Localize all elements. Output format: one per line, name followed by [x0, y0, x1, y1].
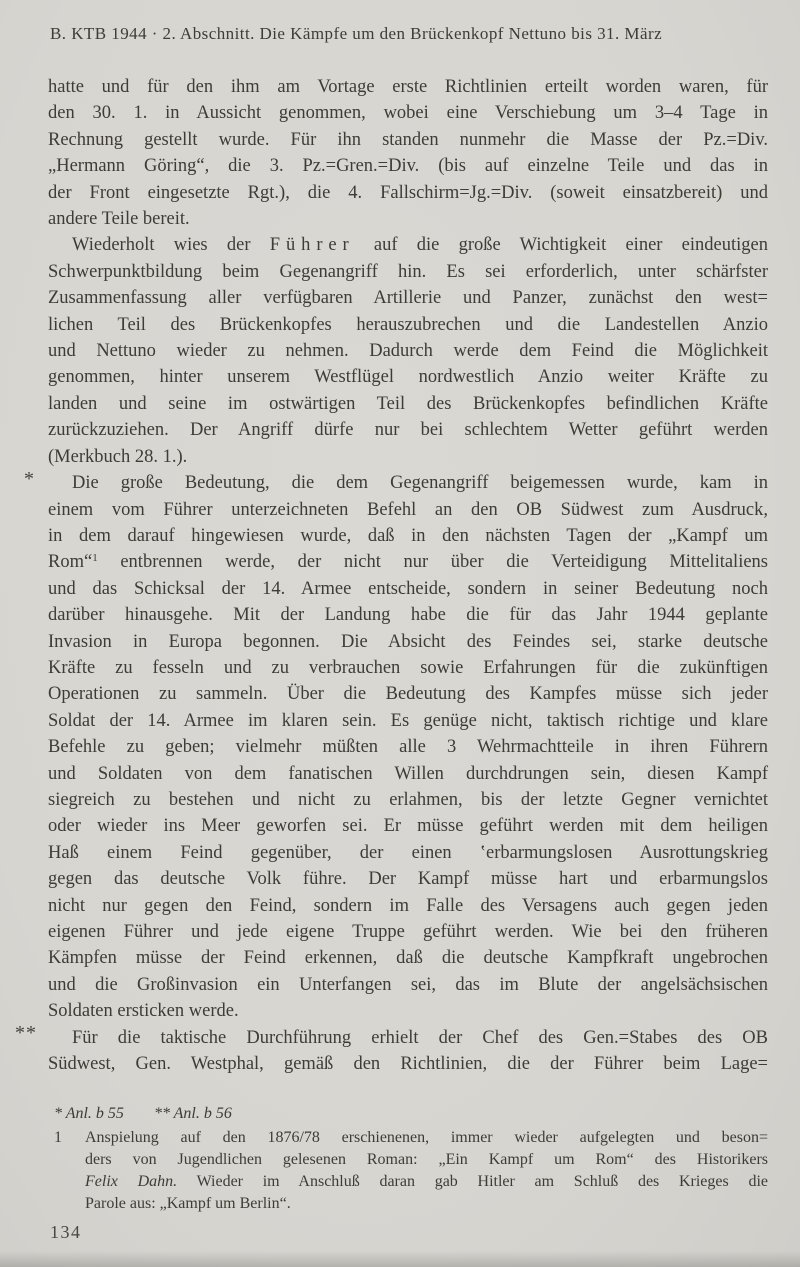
text-line: Schwerpunktbildung beim Gegenangriff hin. Es sei erforderlich, unter schärfster	[48, 261, 768, 282]
text-line: und Soldaten von dem fanatischen Willen durchdrungen sein, diesen Kampf	[48, 763, 768, 784]
text-line: Haß einem Feind gegenüber, der einen ‛erbarmungslosen Ausrottungskrieg	[48, 842, 768, 863]
text-line: darüber hinausgehe. Mit der Landung habe die für das Jahr 1944 geplante	[48, 605, 768, 626]
text-segment: entbrennen werde, der nicht nur über die Verteidigung Mittelitaliens	[120, 552, 768, 573]
footnote-signature-second: ** Anl. b 56	[153, 1105, 232, 1122]
margin-note-asterisk: *	[24, 468, 34, 490]
author-name-italic: Felix Dahn.	[85, 1173, 178, 1190]
text-line: (Merkbuch 28. 1.).	[48, 446, 188, 467]
text-line: Rechnung gestellt wurde. Für ihn standen nunmehr die Masse der Pz.=Div.	[48, 129, 768, 150]
text-line: hatte und für den ihm am Vortage erste Richtlinien erteilt worden waren, für	[48, 77, 768, 97]
text-line	[85, 1171, 768, 1193]
footnotes	[54, 1103, 768, 1215]
text-line: den 30. 1. in Aussicht genommen, wobei eine Verschiebung um 3–4 Tage in	[48, 103, 768, 124]
text-line: „Hermann Göring“, die 3. Pz.=Gren.=Div. (bis auf einzelne Teile und das in	[48, 156, 768, 177]
text-line: Die große Bedeutung, die dem Gegenangriff beigemessen wurde, kam in	[72, 473, 768, 494]
text-line: einem vom Führer unterzeichneten Befehl an den OB Südwest zum Ausdruck,	[48, 499, 768, 520]
text-line: Operationen zu sammeln. Über die Bedeutung des Kampfes müsse sich jeder	[48, 684, 768, 705]
footnote-reference: 1	[92, 552, 98, 565]
text-line: Invasion in Europa begonnen. Die Absicht des Feindes sei, starke deutsche	[48, 631, 768, 652]
text-line: Anspielung auf den 1876/78 erschienenen, immer wieder aufgelegten und beson=	[85, 1129, 768, 1146]
text-segment: auf die große Wichtigkeit einer eindeutigen	[373, 235, 768, 256]
text-line: zurückzuziehen. Der Angriff dürfe nur bei schlechtem Wetter geführt werden	[48, 420, 768, 441]
page-number: 134	[50, 1222, 82, 1242]
text-line: Kräfte zu fesseln und zu verbrauchen sowie Erfahrungen für die zukünftigen	[48, 657, 768, 678]
text-line: Südwest, Gen. Westphal, gemäß den Richtlinien, die der Führer beim Lage=	[48, 1054, 768, 1075]
text-line: andere Teile bereit.	[48, 209, 190, 230]
footnote-signature-first: * Anl. b 55	[54, 1105, 124, 1122]
text-line: Soldaten ersticken werde.	[48, 1001, 239, 1022]
footnote-1	[54, 1127, 768, 1215]
text-line: Zusammenfassung aller verfügbaren Artillerie und Panzer, zunächst den west=	[48, 288, 768, 309]
text-line: siegreich zu bestehen und nicht zu erlahmen, bis der letzte Gegner vernichtet	[48, 789, 768, 810]
text-line: nicht nur gegen den Feind, sondern im Falle des Versagens auch gegen jeden	[48, 895, 768, 916]
running-head: B. KTB 1944 · 2. Abschnitt. Die Kämpfe um den Brückenkopf Nettuno bis 31. März	[50, 24, 663, 43]
text-line	[48, 232, 768, 258]
text-line: in dem darauf hingewiesen wurde, daß in den nächsten Tagen der „Kampf um	[48, 525, 768, 546]
text-line	[48, 549, 768, 575]
text-line: gegen das deutsche Volk führe. Der Kampf müsse hart und erbarmungslos	[48, 869, 768, 890]
text-line: lichen Teil des Brückenkopfes herauszubrechen und die Landestellen Anzio	[48, 314, 768, 335]
text-line: genommen, hinter unserem Westflügel nordwestlich Anzio weiter Kräfte zu	[48, 367, 768, 388]
text-line: eigenen Führer und jede eigene Truppe geführt werden. Wie bei den früheren	[48, 922, 768, 942]
text-segment: Wieder im Anschluß daran gab Hitler am Schluß des Krieges die	[196, 1173, 768, 1190]
emphasized-word: Führer	[269, 235, 355, 256]
text-line: und Nettuno wieder zu nehmen. Dadurch werde dem Feind die Möglichkeit	[48, 341, 768, 362]
text-line: ders von Jugendlichen gelesenen Roman: „Ein Kampf um Rom“ des Historikers	[85, 1151, 768, 1168]
text-line: Für die taktische Durchführung erhielt der Chef des Gen.=Stabes des OB	[72, 1027, 768, 1048]
text-line: und das Schicksal der 14. Armee entscheide, sondern in seiner Bedeutung noch	[48, 578, 768, 599]
footnote-signature-line	[54, 1103, 768, 1125]
text-line: Befehle zu geben; vielmehr müßten alle 3 Wehrmachtteile in ihren Führern	[48, 737, 768, 758]
text-line: Soldat der 14. Armee im klaren sein. Es genüge nicht, taktisch richtige und klare	[48, 710, 768, 731]
text-segment: Rom“	[48, 552, 93, 573]
footnote-number: 1	[54, 1129, 62, 1146]
text-line: und die Großinvasion ein Unterfangen sei, das im Blute der angelsächsischen	[48, 974, 768, 995]
text-line: landen und seine im ostwärtigen Teil des Brückenkopfes befindlichen Kräfte	[48, 393, 768, 414]
text-line: oder wieder ins Meer geworfen sei. Er müsse geführt werden mit dem heiligen	[48, 816, 768, 837]
text-line: der Front eingesetzte Rgt.), die 4. Fallschirm=Jg.=Div. (soweit einsatzbereit) und	[48, 182, 768, 203]
body-text	[48, 74, 768, 1077]
margin-note-double-asterisk: **	[15, 1022, 37, 1044]
text-segment: Wiederholt wies der	[72, 235, 251, 256]
text-line: Parole aus: „Kampf um Berlin“.	[85, 1195, 291, 1212]
text-line: Kämpfen müsse der Feind erkennen, daß die deutsche Kampfkraft ungebrochen	[48, 948, 768, 969]
